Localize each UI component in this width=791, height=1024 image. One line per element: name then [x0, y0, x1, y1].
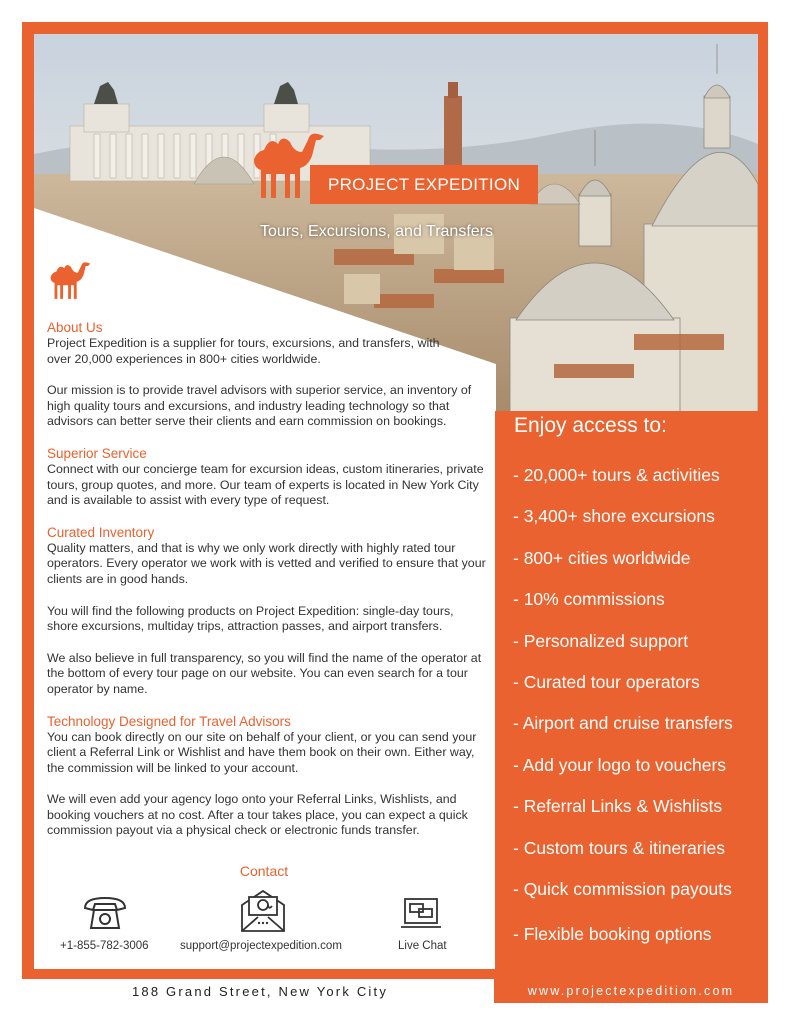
benefit-item: - Flexible booking options [513, 924, 712, 945]
telephone-icon [82, 894, 128, 932]
live-chat-link[interactable]: Live Chat [398, 940, 447, 952]
benefit-item: - 10% commissions [513, 589, 665, 610]
benefit-item: - Curated tour operators [513, 671, 700, 692]
technology-paragraph-1: You can book directly on our site on behalf of your client, or you can send your client a Referral Link or Wishlist and have them book on their own. Either way, the commission will be linked to your account. [47, 729, 477, 775]
email-address[interactable]: support@projectexpedition.com [180, 940, 342, 952]
contact-heading: Contact [239, 863, 289, 879]
benefit-item: - Referral Links & Wishlists [513, 796, 723, 817]
curated-paragraph-1: Quality matters, and that is why we only work directly with highly rated tour operators. Every operator we work with is vetted and verified to ensure that your clients are in good hands. [47, 540, 486, 586]
about-paragraph-2: Our mission is to provide travel advisors with superior service, an inventory of high quality tours and excursions, and industry leading technology so that advisors can better serve their clients and earn commission on bookings. [47, 383, 472, 429]
technology-heading: Technology Designed for Travel Advisors [47, 713, 291, 729]
superior-heading: Superior Service [47, 445, 147, 461]
technology-paragraph-2: We will even add your agency logo onto your Referral Links, Wishlists, and booking vouchers at no cost. After a tour takes place, you can expect a quick commission payout via a physical check or electronic funds transfer. [47, 792, 468, 838]
benefits-list [513, 455, 733, 956]
benefit-item: - 3,400+ shore excursions [513, 506, 715, 527]
benefit-item: - 800+ cities worldwide [513, 547, 691, 568]
website-link[interactable]: www.projectexpedition.com [494, 979, 768, 1003]
flyer-content [34, 34, 758, 969]
brand-tagline: Tours, Excursions, and Transfers [260, 223, 493, 240]
live-chat-laptop-icon [400, 896, 442, 932]
benefit-item: - 20,000+ tours & activities [513, 465, 720, 485]
brand-name-box: PROJECT EXPEDITION [310, 165, 538, 204]
curated-paragraph-2: You will find the following products on Project Expedition: single-day tours, shore excursions, multiday trips, attraction passes, and airport transfers. [47, 603, 454, 634]
superior-paragraph: Connect with our concierge team for excursion ideas, custom itineraries, private tours, group quotes, and more. Our team of experts is located in New York City and is available to assist with every type of request. [47, 461, 484, 508]
street-address: 188 Grand Street, New York City [131, 984, 389, 999]
benefit-item: - Custom tours & itineraries [513, 837, 726, 858]
about-heading: About Us [47, 320, 103, 335]
benefit-item: - Airport and cruise transfers [513, 713, 733, 734]
about-paragraph-1: Project Expedition is a supplier for tours, excursions, and transfers, with over 20,000 experiences in 800+ cities worldwide. [47, 336, 440, 366]
enjoy-heading: Enjoy access to: [514, 414, 667, 437]
phone-number[interactable]: +1-855-782-3006 [60, 940, 149, 952]
curated-heading: Curated Inventory [47, 524, 155, 540]
camel-icon [48, 258, 94, 300]
benefit-item: - Add your logo to vouchers [513, 754, 727, 775]
info-column [47, 320, 487, 839]
benefit-item: - Personalized support [513, 630, 689, 651]
email-envelope-icon [240, 887, 286, 933]
curated-paragraph-3: We also believe in full transparency, so you will find the name of the operator at the bottom of every tour page on our website. You can even search for a tour operator by name. [47, 650, 482, 696]
benefit-item: - Quick commission payouts [513, 878, 732, 899]
